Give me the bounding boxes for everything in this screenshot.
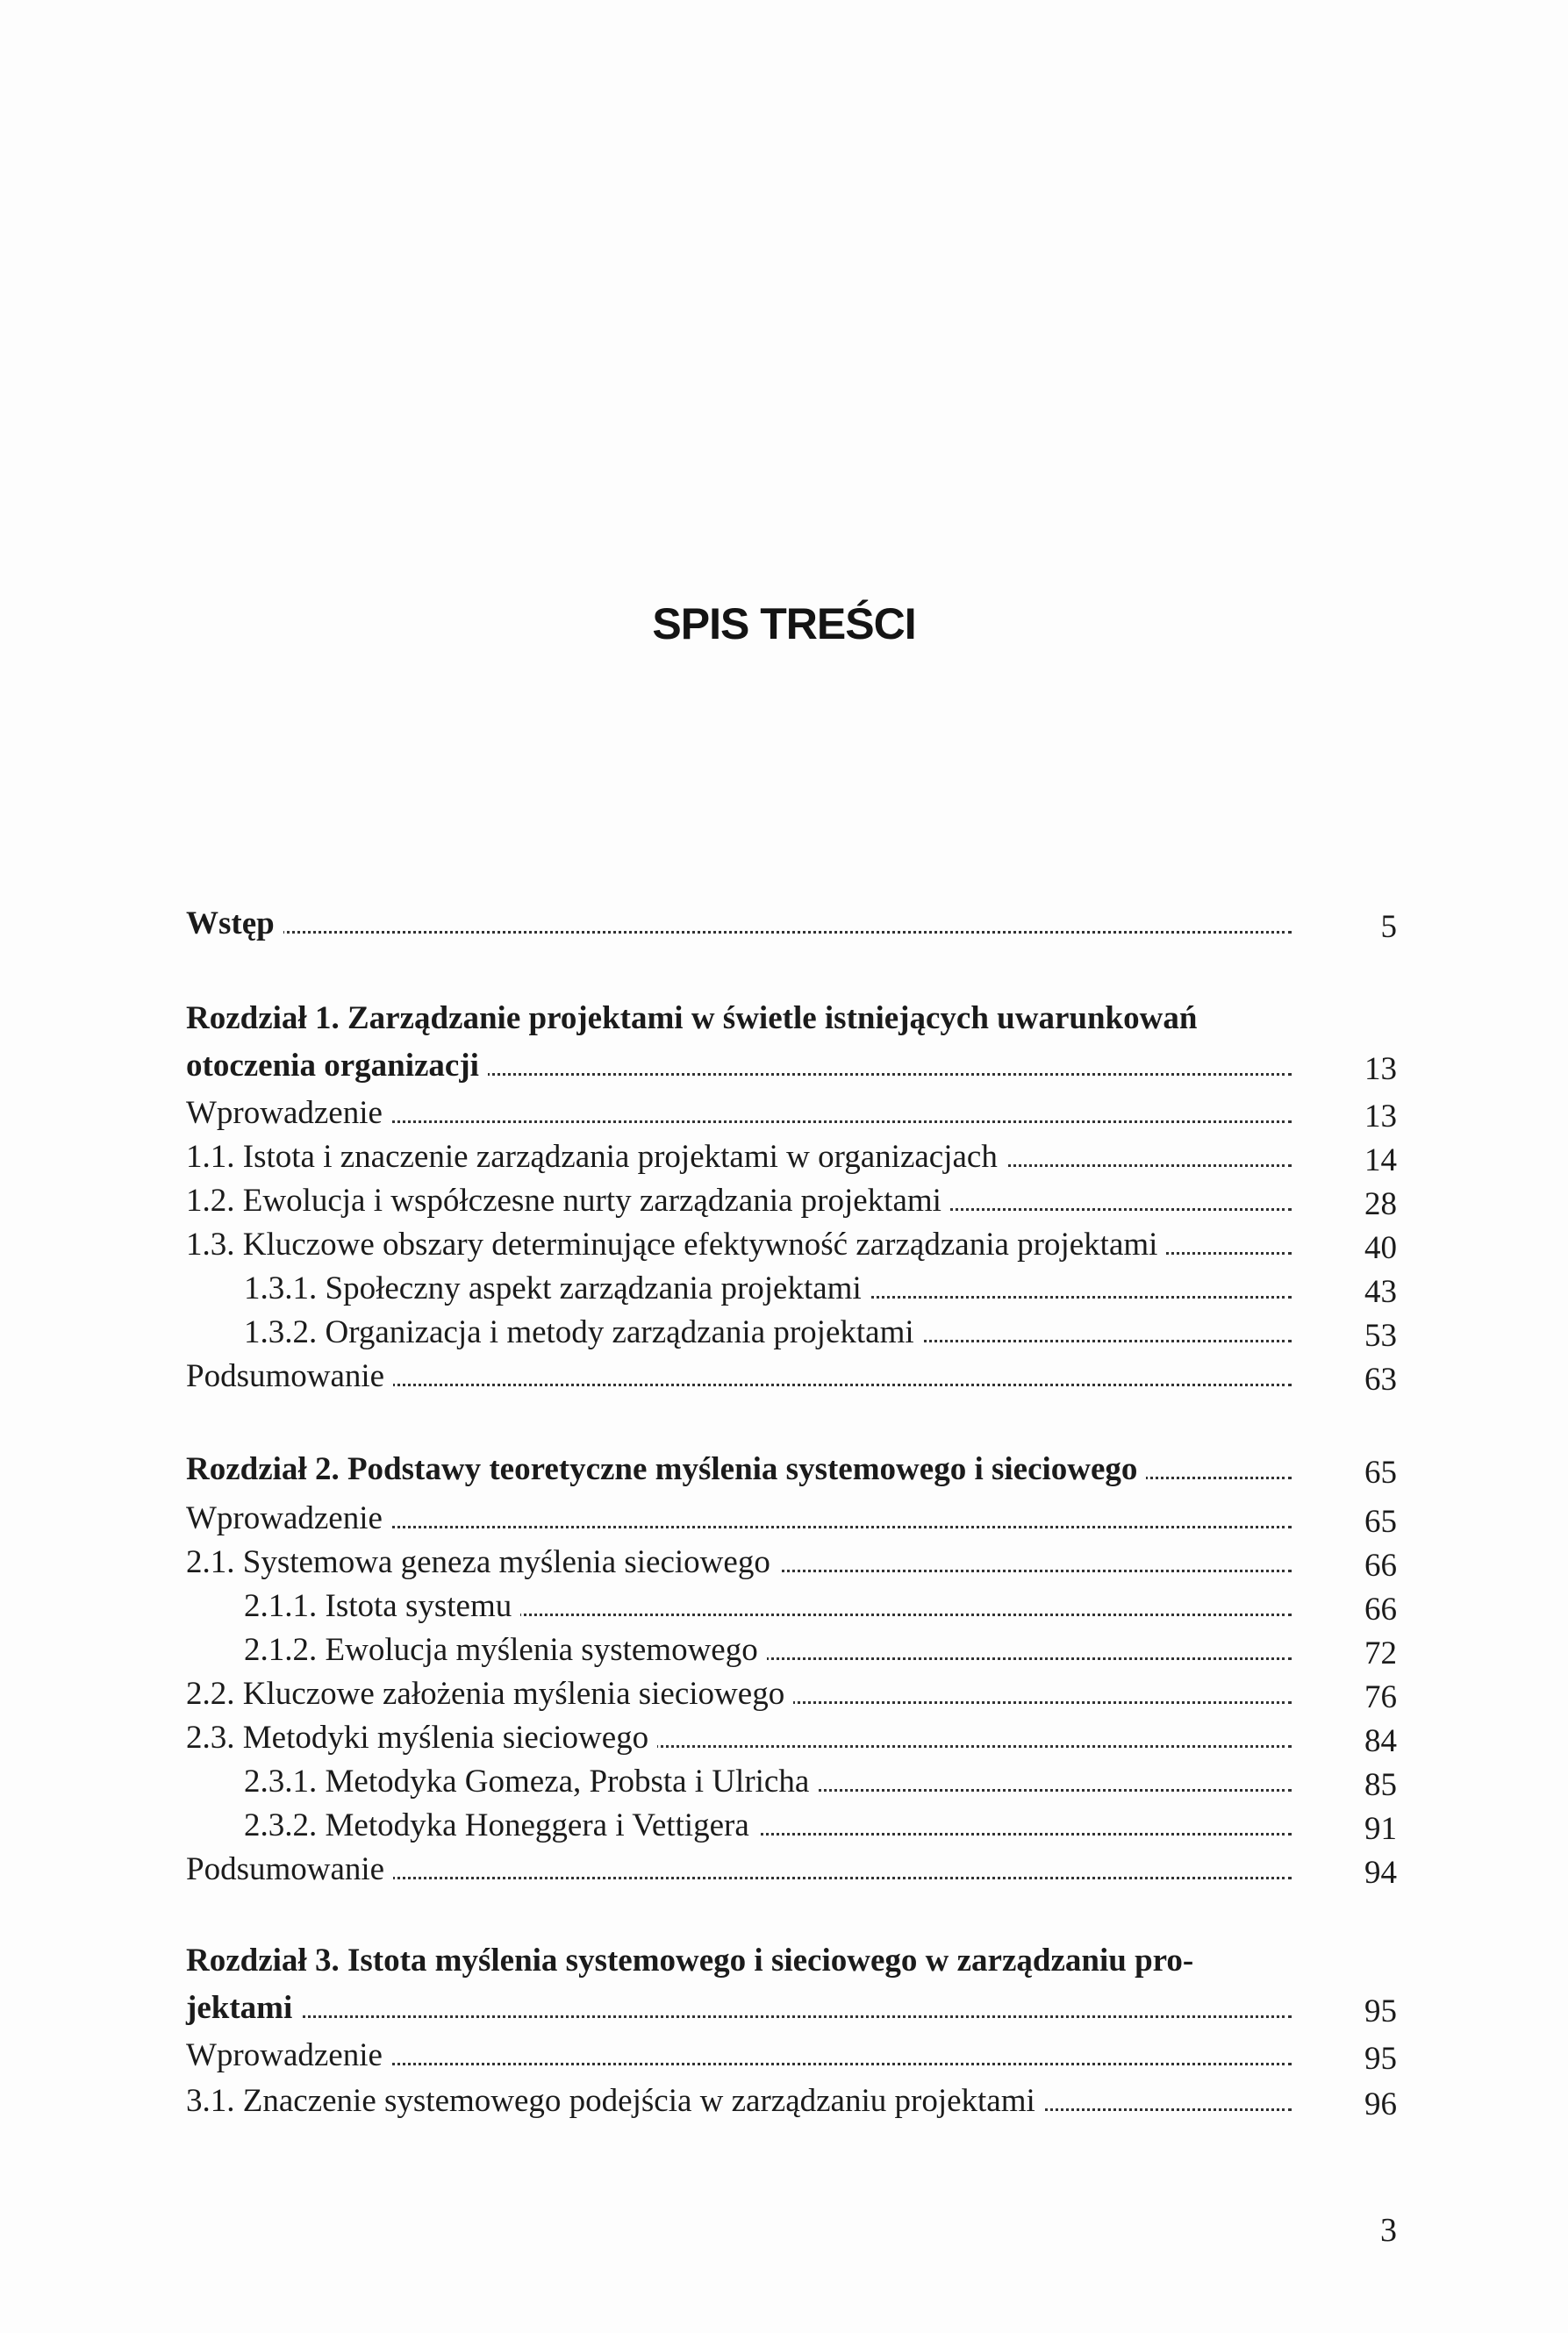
entry-label: 3.1. Znaczenie systemowego podejścia w zarządzaniu projektami bbox=[186, 2081, 1044, 2122]
entry-label: Rozdział 2. Podstawy teoretyczne myślenia systemowego i sieciowego bbox=[186, 1449, 1146, 1490]
entry-label: 2.3. Metodyki myślenia sieciowego bbox=[186, 1718, 657, 1758]
entry-page: 96 bbox=[1364, 2086, 1397, 2122]
toc-entry-wstep[interactable] bbox=[186, 904, 1397, 944]
entry-label: 1.3.1. Społeczny aspekt zarządzania projektami bbox=[244, 1269, 870, 1309]
toc-entry[interactable] bbox=[186, 1586, 1397, 1627]
toc-entry[interactable] bbox=[186, 2081, 1397, 2122]
chapter-3-heading-line1[interactable]: Rozdział 3. Istota myślenia systemowego i sieciowego w zarządzaniu pro- bbox=[186, 1943, 1194, 1979]
leader-dots bbox=[186, 2015, 1292, 2018]
toc-entry[interactable] bbox=[186, 1762, 1397, 1802]
entry-page: 66 bbox=[1364, 1548, 1397, 1584]
toc-entry-chapter-2[interactable] bbox=[186, 1449, 1397, 1490]
entry-page: 65 bbox=[1364, 1504, 1397, 1540]
toc-entry[interactable] bbox=[186, 1499, 1397, 1539]
entry-page: 63 bbox=[1364, 1362, 1397, 1398]
entry-label: Wprowadzenie bbox=[186, 2036, 391, 2076]
entry-label: Wprowadzenie bbox=[186, 1499, 391, 1539]
entry-page: 95 bbox=[1364, 1993, 1397, 2029]
toc-entry[interactable] bbox=[186, 1542, 1397, 1583]
leader-dots bbox=[186, 931, 1292, 934]
entry-page: 53 bbox=[1364, 1318, 1397, 1354]
entry-page: 40 bbox=[1364, 1230, 1397, 1266]
page-title: SPIS TREŚCI bbox=[652, 599, 916, 648]
toc-entry[interactable] bbox=[186, 1674, 1397, 1714]
entry-label: Wprowadzenie bbox=[186, 1093, 391, 1134]
toc-entry[interactable] bbox=[186, 1225, 1397, 1265]
entry-label: otoczenia organizacji bbox=[186, 1046, 488, 1086]
toc-entry[interactable] bbox=[186, 1718, 1397, 1758]
toc-entry[interactable] bbox=[186, 2036, 1397, 2076]
toc-entry[interactable] bbox=[186, 1850, 1397, 1890]
entry-page: 76 bbox=[1364, 1679, 1397, 1715]
entry-page: 84 bbox=[1364, 1723, 1397, 1759]
toc-entry[interactable] bbox=[186, 1313, 1397, 1353]
entry-label: Podsumowanie bbox=[186, 1356, 393, 1397]
entry-page: 13 bbox=[1364, 1051, 1397, 1087]
toc-entry-chapter-3[interactable] bbox=[186, 1988, 1397, 2029]
entry-page: 43 bbox=[1364, 1274, 1397, 1310]
entry-label: 1.2. Ewolucja i współczesne nurty zarządzania projektami bbox=[186, 1181, 950, 1221]
entry-page: 5 bbox=[1380, 909, 1397, 945]
entry-label: 2.3.1. Metodyka Gomeza, Probsta i Ulricha bbox=[244, 1762, 818, 1802]
toc-entry[interactable] bbox=[186, 1093, 1397, 1134]
entry-label: Podsumowanie bbox=[186, 1850, 393, 1890]
entry-label: 2.1.2. Ewolucja myślenia systemowego bbox=[244, 1630, 767, 1671]
entry-page: 72 bbox=[1364, 1635, 1397, 1671]
toc-entry[interactable] bbox=[186, 1630, 1397, 1671]
entry-page: 94 bbox=[1364, 1855, 1397, 1891]
entry-label: jektami bbox=[186, 1988, 301, 2029]
toc-entry[interactable] bbox=[186, 1269, 1397, 1309]
toc-entry[interactable] bbox=[186, 1137, 1397, 1177]
entry-label: 1.3. Kluczowe obszary determinujące efektywność zarządzania projektami bbox=[186, 1225, 1166, 1265]
page-number: 3 bbox=[1380, 2212, 1397, 2249]
entry-page: 85 bbox=[1364, 1767, 1397, 1803]
entry-label: Wstęp bbox=[186, 904, 283, 944]
entry-label: 2.1.1. Istota systemu bbox=[244, 1586, 520, 1627]
entry-page: 91 bbox=[1364, 1811, 1397, 1847]
toc-entry[interactable] bbox=[186, 1806, 1397, 1846]
entry-label: 2.2. Kluczowe założenia myślenia sieciowego bbox=[186, 1674, 793, 1714]
entry-page: 65 bbox=[1364, 1455, 1397, 1491]
entry-label: 1.1. Istota i znaczenie zarządzania projektami w organizacjach bbox=[186, 1137, 1006, 1177]
entry-label: 1.3.2. Organizacja i metody zarządzania projektami bbox=[244, 1313, 923, 1353]
entry-page: 66 bbox=[1364, 1592, 1397, 1628]
entry-page: 28 bbox=[1364, 1186, 1397, 1222]
entry-page: 14 bbox=[1364, 1142, 1397, 1178]
toc-entry-chapter-1[interactable] bbox=[186, 1046, 1397, 1086]
toc-entry[interactable] bbox=[186, 1181, 1397, 1221]
toc-entry[interactable] bbox=[186, 1356, 1397, 1397]
chapter-1-heading-line1[interactable]: Rozdział 1. Zarządzanie projektami w świetle istniejących uwarunkowań bbox=[186, 1000, 1198, 1036]
entry-label: 2.1. Systemowa geneza myślenia sieciowego bbox=[186, 1542, 779, 1583]
entry-page: 13 bbox=[1364, 1099, 1397, 1134]
entry-label: 2.3.2. Metodyka Honeggera i Vettigera bbox=[244, 1806, 758, 1846]
entry-page: 95 bbox=[1364, 2041, 1397, 2077]
